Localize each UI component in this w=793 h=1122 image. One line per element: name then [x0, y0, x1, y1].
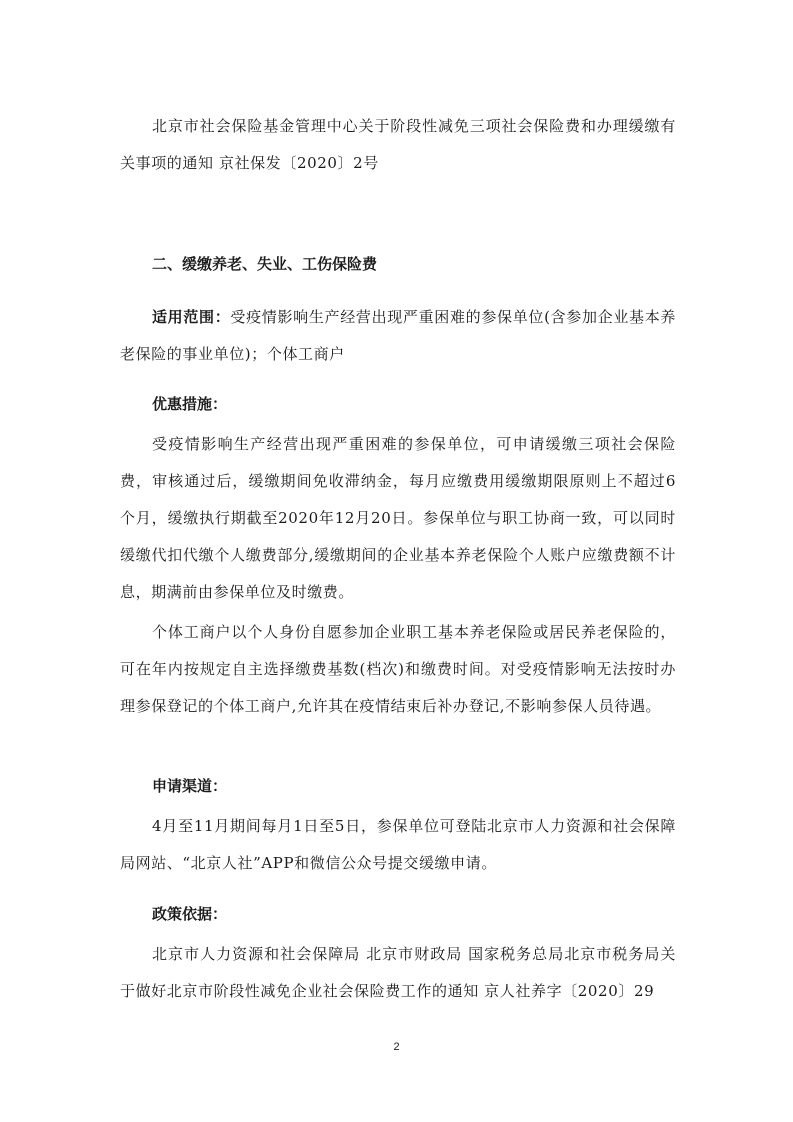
measures-paragraph-1: 受疫情影响生产经营出现严重困难的参保单位，可申请缓缴三项社会保险费，审核通过后，缓缴期间免收滞纳金，每月应缴费用缓缴期限原则上不超过6个月，缓缴执行期截至2020年12月20日。参保单位与职工协商一致，可以同时缓缴代扣代缴个人缴费部分,缓缴期间的企业基本养老保险个人账户应缴费额不计息，期满前由参保单位及时缴费。 — [120, 435, 676, 601]
channel-label: 申请渠道： — [152, 777, 228, 795]
measures-label: 优惠措施： — [152, 395, 228, 413]
measures-paragraph-2: 个体工商户以个人身份自愿参加企业职工基本养老保险或居民养老保险的，可在年内按规定自主选择缴费基数(档次)和缴费时间。对受疫情影响无法按时办理参保登记的个体工商户,允许其在疫情结束后补办登记,不影响参保人员待遇。 — [120, 623, 676, 715]
section-heading: 二、缓缴养老、失业、工伤保险费 — [152, 255, 378, 273]
scope-label: 适用范围： — [152, 308, 231, 326]
channel-paragraph: 4月至11月期间每月1日至5日，参保单位可登陆北京市人力资源和社会保障局网站、“北京人社”APP和微信公众号提交缓缴申请。 — [120, 817, 676, 872]
scope-block — [120, 299, 676, 373]
basis-block — [120, 896, 676, 1010]
measures-block — [120, 386, 676, 725]
intro-block — [120, 108, 676, 182]
section-block — [120, 246, 676, 283]
scope-text: 受疫情影响生产经营出现严重困难的参保单位(含参加企业基本养老保险的事业单位)；个体工商户 — [120, 308, 676, 363]
basis-paragraph: 北京市人力资源和社会保障局 北京市财政局 国家税务总局北京市税务局关于做好北京市阶段性减免企业社会保险费工作的通知 京人社养字〔2020〕29 — [120, 945, 676, 1000]
scope-paragraph — [120, 299, 676, 373]
intro-paragraph: 北京市社会保险基金管理中心关于阶段性减免三项社会保险费和办理缓缴有关事项的通知 京社保发〔2020〕2号 — [120, 117, 676, 172]
channel-block — [120, 768, 676, 882]
page-number: 2 — [393, 1041, 400, 1053]
basis-label: 政策依据： — [152, 905, 228, 923]
